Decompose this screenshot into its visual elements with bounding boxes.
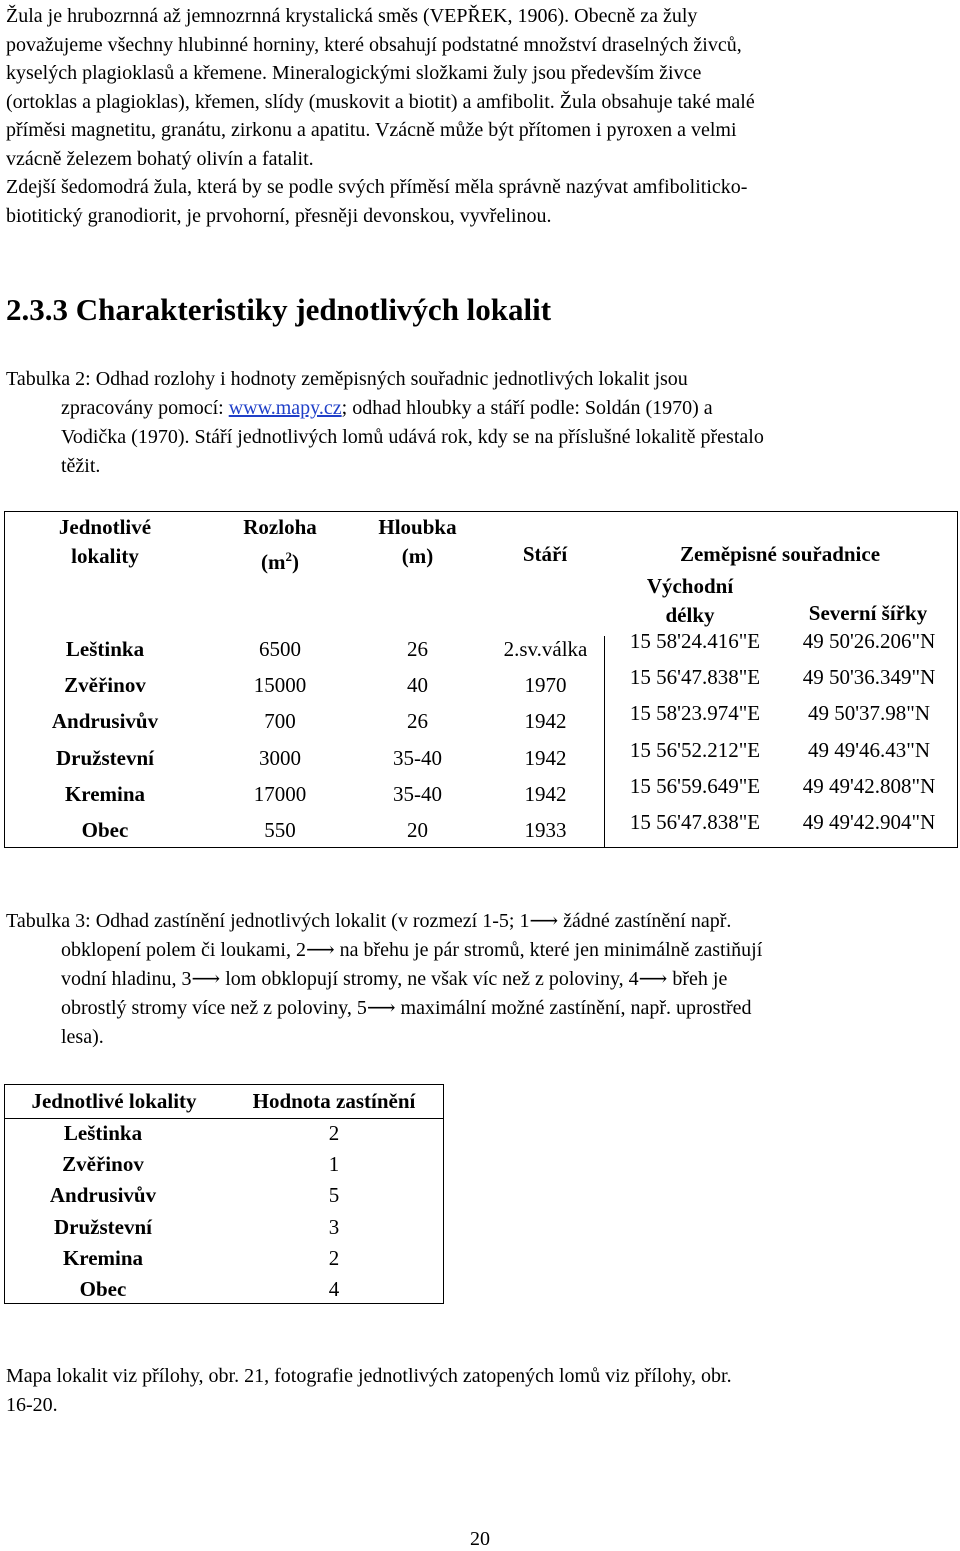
cell-north: 49 50'37.98"N <box>807 701 931 725</box>
cell-east: 15 58'23.974"E <box>629 701 761 725</box>
cell-east: 15 58'24.416"E <box>629 629 761 653</box>
cell-age: 1933 <box>524 818 567 842</box>
map-note <box>6 1362 952 1420</box>
cell-age: 1942 <box>524 746 567 770</box>
t3-cell-locality: Zvěřinov <box>62 1152 144 1176</box>
cell-depth: 35-40 <box>393 746 442 770</box>
header-coordinates: Zeměpisné souřadnice <box>679 542 881 566</box>
cell-area: 3000 <box>259 746 301 770</box>
cell-north: 49 49'46.43"N <box>807 738 931 762</box>
t3-header-value: Hodnota zastínění <box>252 1089 416 1113</box>
caption-line: Tabulka 2: Odhad rozlohy i hodnoty zeměpisných souřadnic jednotlivých lokalit jsou <box>6 368 688 390</box>
t3-cell-locality: Andrusivův <box>49 1183 157 1207</box>
cell-area: 15000 <box>253 673 307 697</box>
cell-area: 17000 <box>253 782 307 806</box>
caption-line <box>6 394 952 423</box>
cell-depth: 20 <box>407 818 428 842</box>
t3-cell-value: 2 <box>328 1121 340 1145</box>
t3-cell-value: 3 <box>328 1215 340 1239</box>
t3-cell-value: 2 <box>328 1246 340 1270</box>
cell-depth: 35-40 <box>393 782 442 806</box>
note-line: Mapa lokalit viz přílohy, obr. 21, fotografie jednotlivých zatopených lomů viz přílohy, obr. <box>6 1365 732 1387</box>
cell-area: 6500 <box>259 637 301 661</box>
intro-line: považujeme všechny hlubinné horniny, které obsahují podstatné množství draselných živců, <box>6 33 742 56</box>
cell-age: 1970 <box>524 673 567 697</box>
cell-locality: Družstevní <box>56 746 154 770</box>
cell-area: 550 <box>264 818 296 842</box>
header-east: Východní délky <box>646 574 734 627</box>
page-number: 20 <box>470 1528 490 1550</box>
header-locality: Jednotlivé lokality <box>58 515 152 568</box>
cell-north: 49 49'42.904"N <box>802 810 936 834</box>
intro-line: Zdejší šedomodrá žula, která by se podle svých příměsí měla správně nazývat amfiboliticko- <box>6 176 748 198</box>
cell-east: 15 56'59.649"E <box>629 774 761 798</box>
cell-locality: Zvěřinov <box>64 673 146 697</box>
t3-cell-locality: Leštinka <box>63 1121 143 1145</box>
t3-cell-locality: Družstevní <box>54 1215 152 1239</box>
caption-line: obrostlý stromy více než z poloviny, 5⟶ maximální možné zastínění, např. uprostřed <box>61 997 752 1019</box>
header-area: Rozloha $(m^2)$ <box>243 515 317 574</box>
caption-line: lesa). <box>61 1026 104 1048</box>
cell-age: 1942 <box>524 709 567 733</box>
caption-line: vodní hladinu, 3⟶ lom obklopují stromy, ne však víc než z poloviny, 4⟶ břeh je <box>61 968 728 990</box>
t3-cell-value: 4 <box>328 1277 340 1301</box>
cell-locality: Andrusivův <box>51 709 159 733</box>
table2-caption <box>6 365 952 481</box>
t3-cell-value: 5 <box>328 1183 340 1207</box>
caption-line: těžit. <box>61 455 101 477</box>
caption-text: ; odhad hloubky a stáří podle: Soldán (1970) a <box>341 397 713 419</box>
cell-east: 15 56'47.838"E <box>629 810 761 834</box>
table3-caption <box>6 907 952 1052</box>
caption-text: zpracovány pomocí: <box>61 397 229 419</box>
header-age: Stáří <box>522 542 568 566</box>
cell-north: 49 49'42.808"N <box>802 774 936 798</box>
cell-depth: 26 <box>407 637 428 661</box>
cell-locality: Obec <box>81 818 129 842</box>
intro-line: (ortoklas a plagioklas), křemen, slídy (muskovit a biotit) a amfibolit. Žula obsahuje také malé <box>6 90 755 113</box>
t3-cell-value: 1 <box>328 1152 340 1176</box>
header-north: Severní šířky <box>808 601 928 625</box>
cell-depth: 40 <box>407 673 428 697</box>
t3-cell-locality: Kremina <box>62 1246 144 1270</box>
table3-header-rule <box>4 1118 444 1119</box>
cell-age: 1942 <box>524 782 567 806</box>
intro-paragraph <box>6 2 952 230</box>
header-depth: Hloubka (m) <box>378 515 457 568</box>
cell-age: 2.sv.válka <box>503 637 588 661</box>
cell-area: 700 <box>264 709 296 733</box>
intro-line: kyselých plagioklasů a křemene. Mineralogickými složkami žuly jsou především živce <box>6 62 702 84</box>
cell-depth: 26 <box>407 709 428 733</box>
intro-line: biotitický granodiorit, je prvohorní, přesněji devonskou, vyvřelinou. <box>6 204 552 227</box>
t3-header-locality: Jednotlivé lokality <box>31 1089 197 1113</box>
cell-east: 15 56'52.212"E <box>629 738 761 762</box>
mapy-link[interactable]: www.mapy.cz <box>228 397 342 419</box>
intro-line: příměsi magnetitu, granátu, zirkonu a apatitu. Vzácně může být přítomen i pyroxen a velmi <box>6 119 737 141</box>
cell-north: 49 50'36.349"N <box>802 665 936 689</box>
caption-line: obklopení polem či loukami, 2⟶ na břehu je pár stromů, které jen minimálně zastiňují <box>61 939 763 961</box>
intro-line: Žula je hrubozrnná až jemnozrnná krystalická směs (VEPŘEK, 1906). Obecně za žuly <box>6 5 698 27</box>
intro-line: vzácně železem bohatý olivín a fatalit. <box>6 147 314 170</box>
section-heading: 2.3.3 Charakteristiky jednotlivých lokalit <box>6 292 552 327</box>
caption-line: Vodička (1970). Stáří jednotlivých lomů udává rok, kdy se na příslušné lokalitě přestalo <box>61 426 764 448</box>
cell-locality: Kremina <box>64 782 146 806</box>
t3-cell-locality: Obec <box>79 1277 127 1301</box>
note-line: 16-20. <box>6 1394 58 1416</box>
cell-locality: Leštinka <box>65 637 145 661</box>
caption-line: Tabulka 3: Odhad zastínění jednotlivých lokalit (v rozmezí 1-5; 1⟶ žádné zastínění např. <box>6 910 732 932</box>
cell-north: 49 50'26.206"N <box>802 629 936 653</box>
cell-east: 15 56'47.838"E <box>629 665 761 689</box>
